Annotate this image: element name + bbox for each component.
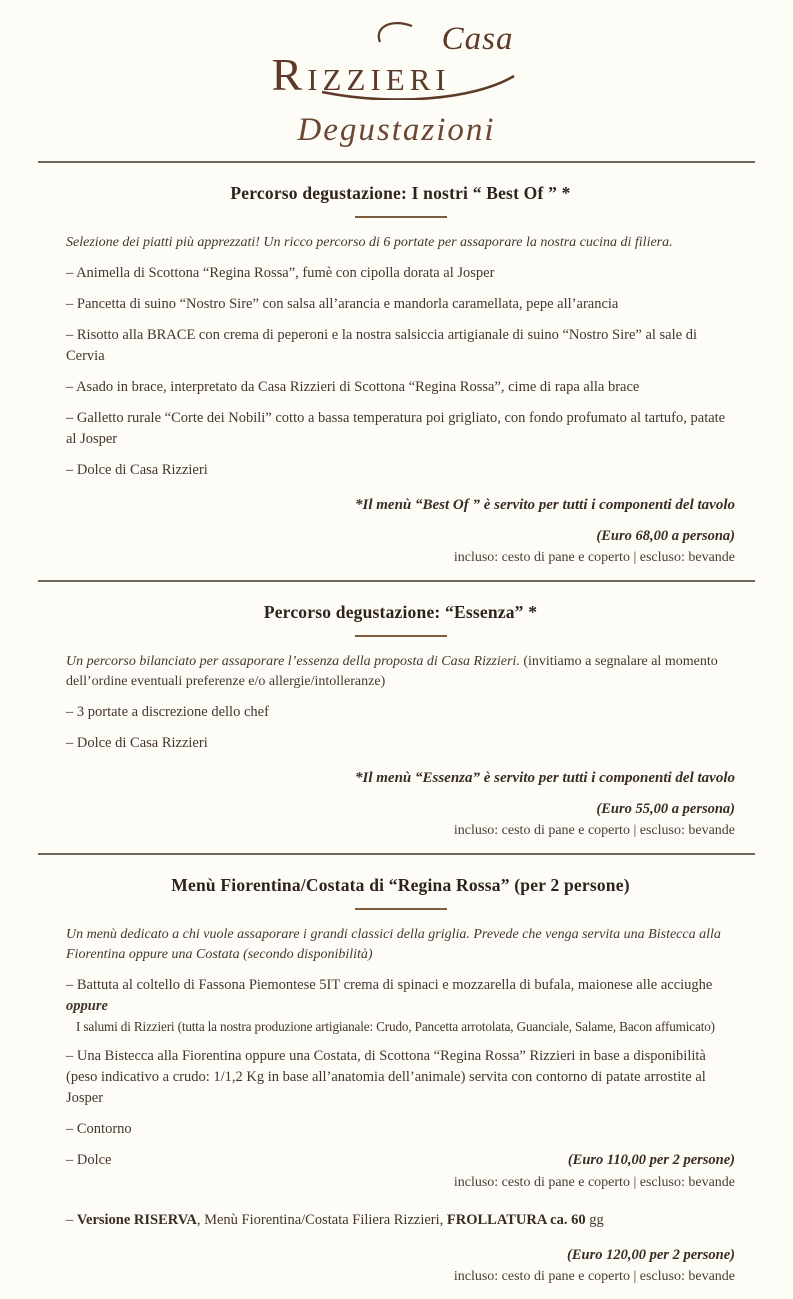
included-note: incluso: cesto di pane e coperto | escluso: bevande xyxy=(453,822,735,838)
serving-note: *Il menù “Best Of ” è servito per tutti i componenti del tavolo xyxy=(355,497,735,514)
included-note: incluso: cesto di pane e coperto | escluso: bevande xyxy=(453,1175,735,1191)
riserva-mid: , Menù Fiorentina/Costata Filiera Rizzieri, xyxy=(196,1211,447,1228)
price-block xyxy=(66,495,735,568)
menu-item: – Dolce di Casa Rizzieri xyxy=(66,462,208,479)
section-title: Menù Fiorentina/Costata di “Regina Rossa” (per 2 persone) xyxy=(171,875,630,896)
item-subtext: I salumi di Rizzieri (tutta la nostra produzione artigianale: Crudo, Pancetta arrotolata, Guanciale, Salame, Bacon affumicato) xyxy=(76,1019,715,1035)
menu-item: – 3 portate a discrezione dello chef xyxy=(66,704,269,721)
intro-roman: (invitiamo a segnalare al momento dell’ordine eventuali preferenze e/o allergie/intolleranze) xyxy=(66,653,718,689)
title-underline xyxy=(355,216,447,218)
item-text: – Battuta al coltello di Fassona Piemontese 5IT crema di spinaci e mozzarella di bufala, maionese alle acciughe xyxy=(66,977,713,994)
serving-note: *Il menù “Essenza” è servito per tutti i componenti del tavolo xyxy=(354,770,735,787)
price: (Euro 68,00 a persona) xyxy=(596,527,735,544)
section-title: Percorso degustazione: “Essenza” * xyxy=(263,602,538,623)
title-underline xyxy=(355,635,447,637)
menu-item-bistecca: – Una Bistecca alla Fiorentina oppure una Costata, di Scottona “Regina Rossa” Rizzieri in base a disponibilità (peso indicativo a crudo: 1/1,2 Kg in base all’anatomia dell’animale) servita con contorno di patate arrostite al Josper xyxy=(66,1048,706,1107)
price-block xyxy=(66,768,735,841)
page-title: Degustazioni xyxy=(297,112,496,148)
oppure-label: oppure xyxy=(66,998,108,1015)
price: (Euro 120,00 per 2 persone) xyxy=(567,1246,735,1263)
included-note: incluso: cesto di pane e coperto | escluso: bevande xyxy=(453,549,735,565)
section-title: Percorso degustazione: I nostri “ Best Of ” * xyxy=(230,183,571,204)
item-list xyxy=(66,263,735,481)
riserva-label: Versione RISERVA xyxy=(76,1211,197,1228)
title-underline xyxy=(355,908,447,910)
intro-italic: Un percorso bilanciato per assaporare l’essenza della proposta di Casa Rizzieri. xyxy=(66,653,520,669)
item-list xyxy=(66,702,735,754)
riserva-end: gg xyxy=(585,1211,604,1228)
dolce-price-row xyxy=(66,1150,735,1171)
frollatura-label: FROLLATURA ca. 60 xyxy=(446,1211,586,1228)
menu-item: – Pancetta di suino “Nostro Sire” con salsa all’arancia e mandorla caramellata, pepe all’arancia xyxy=(66,295,619,312)
menu-item: – Animella di Scottona “Regina Rossa”, fumè con cipolla dorata al Josper xyxy=(66,264,495,281)
price-block xyxy=(66,1173,735,1193)
section-intro: Un menù dedicato a chi vuole assaporare i grandi classici della griglia. Prevede che venga servita una Bistecca alla Fiorentina oppure una Costata (secondo disponibilità) xyxy=(66,926,721,962)
price: (Euro 55,00 a persona) xyxy=(596,800,735,817)
menu-item: – Dolce di Casa Rizzieri xyxy=(66,735,208,752)
section-fiorentina xyxy=(38,855,755,1299)
item-list xyxy=(66,975,735,1287)
section-best-of xyxy=(38,163,755,580)
price-block xyxy=(66,1245,735,1287)
menu-item-contorno: – Contorno xyxy=(66,1121,132,1138)
menu-item-battuta xyxy=(66,975,735,1036)
brand-initial: R xyxy=(271,49,308,100)
price: (Euro 110,00 per 2 persone) xyxy=(567,1152,735,1169)
menu-item: – Risotto alla BRACE con crema di peperoni e la nostra salsiccia artigianale di suino “Nostro Sire” al sale di Cervia xyxy=(66,327,697,365)
menu-item-dolce: – Dolce xyxy=(66,1152,112,1169)
section-intro: Selezione dei piatti più apprezzati! Un ricco percorso di 6 portate per assaporare la nostra cucina di filiera. xyxy=(66,234,673,250)
brand-logo xyxy=(262,20,532,100)
menu-page xyxy=(0,20,793,1299)
brand-name-rizzieri xyxy=(271,49,451,100)
menu-item: – Galletto rurale “Corte dei Nobili” cotto a bassa temperatura poi grigliato, con fondo profumato al tartufo, patate al Josper xyxy=(66,410,726,448)
included-note: incluso: cesto di pane e coperto | escluso: bevande xyxy=(453,1268,735,1284)
section-essenza xyxy=(38,582,755,853)
menu-item-riserva xyxy=(66,1210,735,1231)
section-intro xyxy=(66,652,735,693)
brand-script-casa: Casa xyxy=(441,21,514,57)
menu-item: – Asado in brace, interpretato da Casa Rizzieri di Scottona “Regina Rossa”, cime di rapa alla brace xyxy=(66,379,640,396)
brand-rest: IZZIERI xyxy=(307,62,451,97)
dash: – xyxy=(66,1211,77,1228)
